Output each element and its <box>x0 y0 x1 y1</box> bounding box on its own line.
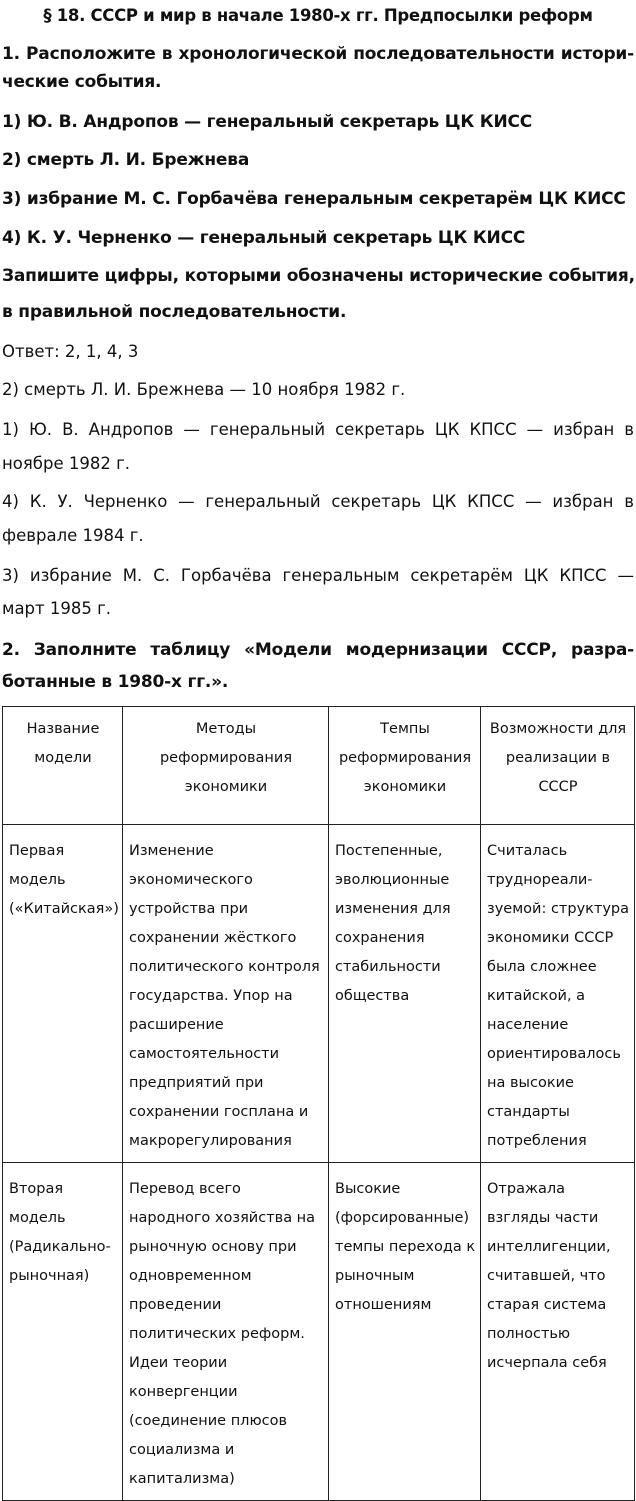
cell-text: взгляды части <box>487 1210 599 1226</box>
cell-text: капитализма) <box>129 1471 235 1487</box>
cell-text: стандарты <box>487 1104 570 1120</box>
cell-text: одновременном <box>129 1268 252 1284</box>
table-cell <box>329 1163 481 1501</box>
cell-text: на высокие <box>487 1075 574 1091</box>
cell-text: темпы перехода к <box>335 1239 476 1255</box>
cell-text: социализма и <box>129 1442 235 1458</box>
cell-text: Идеи теории <box>129 1355 228 1371</box>
cell-text: Отражала <box>487 1181 566 1197</box>
cell-text: модель <box>9 1210 66 1226</box>
cell-text: сохранения <box>335 930 425 946</box>
cell-text: старая система <box>487 1297 607 1313</box>
cell-text: Методы <box>195 721 257 737</box>
cell-text: сохранении госплана и <box>129 1104 309 1120</box>
explanation-line: 2) смерть Л. И. Брежнева — 10 ноября 1982 г. <box>2 380 406 399</box>
cell-text: (соединение плюсов <box>129 1413 288 1429</box>
cell-text: эволюционные <box>335 872 450 888</box>
table-cell <box>329 825 481 1163</box>
cell-text: Перевод всего <box>129 1181 241 1197</box>
cell-text: Название <box>26 721 100 737</box>
event-item: 3) избрание М. С. Горбачёва генеральным секретарём ЦК КИСС <box>2 189 626 209</box>
table-row <box>3 825 635 1163</box>
header-cell-possibilities <box>481 707 635 825</box>
cell-text: (форсированные) <box>335 1210 470 1226</box>
table-header-row <box>3 707 635 825</box>
explanation-line: 1) Ю. В. Андропов — генеральный секретарь ЦК КПСС — избран в <box>2 420 634 439</box>
task1-question-line: 1. Расположите в хронологической последовательности истори- <box>2 44 634 64</box>
event-item: 1) Ю. В. Андропов — генеральный секретарь ЦК КИСС <box>2 112 533 132</box>
cell-text: полностью <box>487 1326 571 1342</box>
explanation-line: 4) К. У. Черненко — генеральный секретарь ЦК КПСС — избран в <box>2 492 634 511</box>
cell-text: экономики <box>184 779 268 795</box>
cell-text: Постепенные, <box>335 843 443 859</box>
cell-text: была сложнее <box>487 959 597 975</box>
cell-text: экономики СССР <box>487 930 614 946</box>
cell-text: интеллигенции, <box>487 1239 611 1255</box>
explanation-line: ноябре 1982 г. <box>2 454 131 473</box>
table-cell <box>481 825 635 1163</box>
explanation-line: март 1985 г. <box>2 599 112 618</box>
header-cell-pace <box>329 707 481 825</box>
cell-text: ориентировалось <box>487 1046 621 1062</box>
table-cell <box>123 825 329 1163</box>
cell-text: труднореали- <box>487 872 593 888</box>
cell-text: политических реформ. <box>129 1326 305 1342</box>
cell-text: китайской, а <box>487 988 586 1004</box>
cell-text: рыночная) <box>9 1268 90 1284</box>
cell-text: предприятий при <box>129 1075 264 1091</box>
explanation-line: 3) избрание М. С. Горбачёва генеральным секретарём ЦК КПСС — <box>2 566 634 585</box>
cell-text: реформирования <box>159 750 293 766</box>
event-item: 2) смерть Л. И. Брежнева <box>2 150 250 170</box>
cell-text: сохранении жёсткого <box>129 930 297 946</box>
task1-instruction-line: в правильной последовательности. <box>2 302 347 322</box>
task1-instruction-line: Запишите цифры, которыми обозначены исторические события, <box>2 266 635 286</box>
cell-text: Вторая <box>9 1181 64 1197</box>
cell-text: устройства при <box>129 901 249 917</box>
cell-text: изменения для <box>335 901 451 917</box>
cell-text: население <box>487 1017 569 1033</box>
task2-question-line: 2. Заполните таблицу «Модели модернизации СССР, разра- <box>2 640 634 660</box>
cell-text: государства. Упор на <box>129 988 293 1004</box>
cell-text: Темпы <box>380 721 430 737</box>
cell-text: исчерпала себя <box>487 1355 607 1371</box>
cell-text: реализации в <box>505 750 611 766</box>
cell-text: зуемой: структура <box>487 901 630 917</box>
answer-text: Ответ: 2, 1, 4, 3 <box>2 342 139 361</box>
table-row <box>3 1163 635 1501</box>
cell-text: макрорегулирования <box>129 1133 292 1149</box>
task1-question-line: ческие события. <box>2 72 162 92</box>
modernization-models-table <box>2 706 635 1501</box>
table-cell <box>123 1163 329 1501</box>
cell-text: политического контроля <box>129 959 320 975</box>
cell-text: конвергенции <box>129 1384 238 1400</box>
cell-text: отношениям <box>335 1297 432 1313</box>
cell-text: модель <box>9 872 66 888</box>
cell-text: самостоятельности <box>129 1046 280 1062</box>
cell-text: модели <box>34 750 92 766</box>
cell-text: Возможности для <box>489 721 627 737</box>
cell-text: (Радикально- <box>9 1239 111 1255</box>
cell-text: Высокие <box>335 1181 401 1197</box>
header-cell-methods <box>123 707 329 825</box>
cell-text: рыночную основу при <box>129 1239 297 1255</box>
header-cell-model-name <box>3 707 123 825</box>
cell-text: экономики <box>363 779 447 795</box>
table-cell <box>3 1163 123 1501</box>
cell-text: Считалась <box>487 843 568 859</box>
cell-text: общества <box>335 988 410 1004</box>
cell-text: рыночным <box>335 1268 415 1284</box>
cell-text: экономического <box>129 872 253 888</box>
cell-text: потребления <box>487 1133 587 1149</box>
cell-text: Изменение <box>129 843 214 859</box>
cell-text: народного хозяйства на <box>129 1210 316 1226</box>
cell-text: («Китайская») <box>9 901 119 917</box>
page-title: § 18. СССР и мир в начале 1980-х гг. Предпосылки реформ <box>43 6 593 25</box>
event-item: 4) К. У. Черненко — генеральный секретарь ЦК КИСС <box>2 228 526 248</box>
cell-text: реформирования <box>338 750 472 766</box>
table-cell <box>481 1163 635 1501</box>
cell-text: стабильности <box>335 959 441 975</box>
table-cell <box>3 825 123 1163</box>
task2-question-line: ботанные в 1980-х гг.». <box>2 672 229 692</box>
cell-text: Первая <box>9 843 65 859</box>
explanation-line: феврале 1984 г. <box>2 526 144 545</box>
cell-text: СССР <box>538 779 578 795</box>
cell-text: считавшей, что <box>487 1268 606 1284</box>
cell-text: проведении <box>129 1297 222 1313</box>
cell-text: расширение <box>129 1017 224 1033</box>
